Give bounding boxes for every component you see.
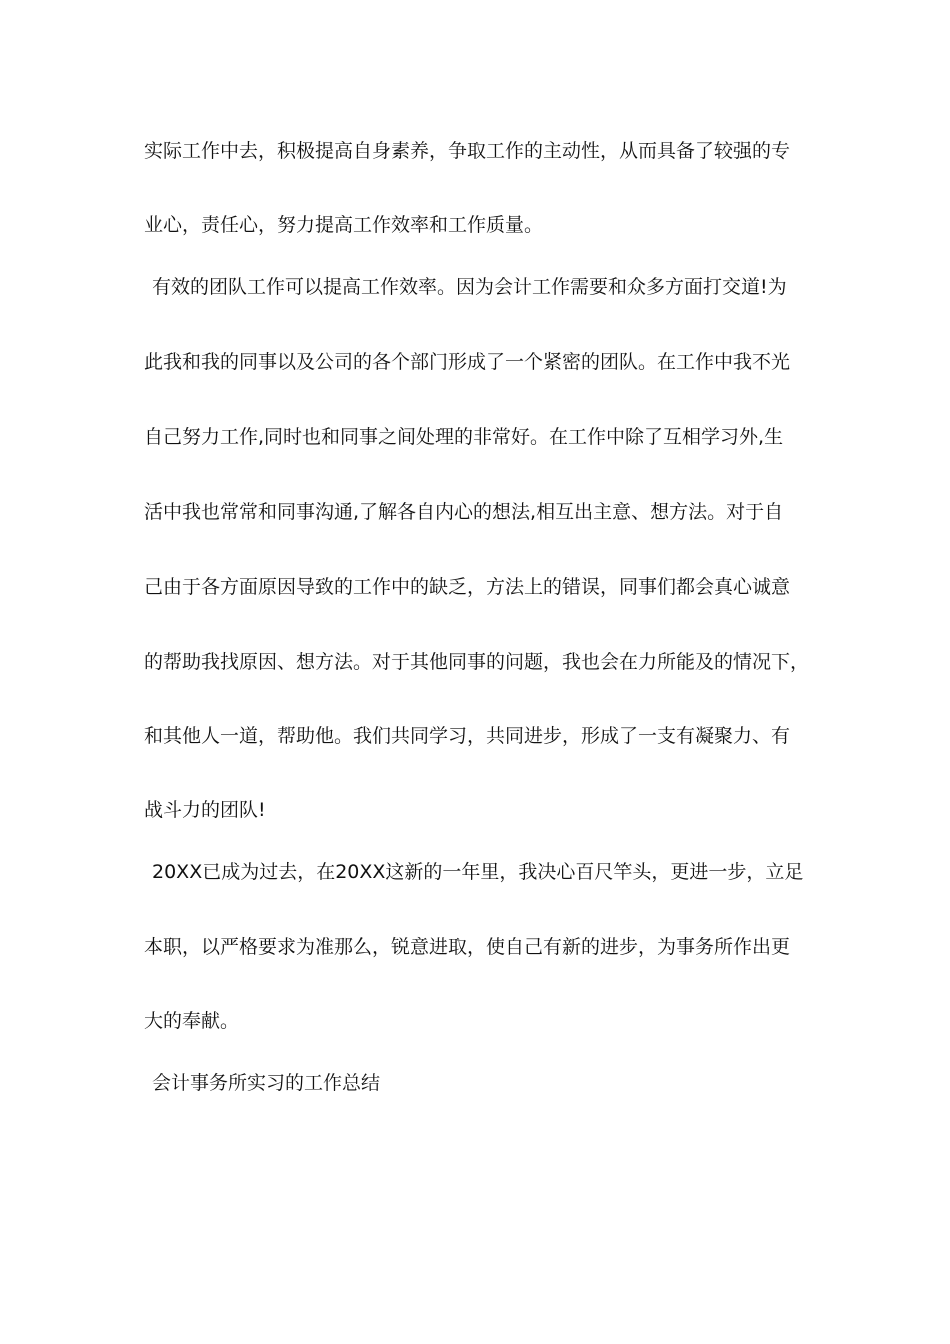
paragraph-line: 有效的团队工作可以提高工作效率。因为会计工作需要和众多方面打交道!为 [152,276,787,298]
paragraph-line: 大的奉献。 [144,1010,240,1032]
paragraph-line: 此我和我的同事以及公司的各个部门形成了一个紧密的团队。在工作中我不光 [144,351,791,373]
paragraph-line: 业心，责任心，努力提高工作效率和工作质量。 [144,214,544,236]
paragraph-line: 己由于各方面原因导致的工作中的缺乏，方法上的错误，同事们都会真心诚意 [144,576,791,598]
paragraph-line: 战斗力的团队! [144,799,266,821]
paragraph-line: 的帮助我找原因、想方法。对于其他同事的问题，我也会在力所能及的情况下， [144,651,810,673]
paragraph-line: 活中我也常常和同事沟通,了解各自内心的想法,相互出主意、想方法。对于自 [144,501,784,523]
paragraph-line: 和其他人一道，帮助他。我们共同学习，共同进步，形成了一支有凝聚力、有 [144,725,791,747]
paragraph-line: 自己努力工作,同时也和同事之间处理的非常好。在工作中除了互相学习外,生 [144,426,784,448]
paragraph-line: 本职，以严格要求为准那么，锐意进取，使自己有新的进步，为事务所作出更 [144,936,791,958]
section-heading: 会计事务所实习的工作总结 [152,1072,381,1094]
paragraph-line: 20XX已成为过去，在20XX这新的一年里，我决心百尺竿头，更进一步，立足 [152,861,804,883]
paragraph-line: 实际工作中去，积极提高自身素养，争取工作的主动性，从而具备了较强的专 [144,140,791,162]
